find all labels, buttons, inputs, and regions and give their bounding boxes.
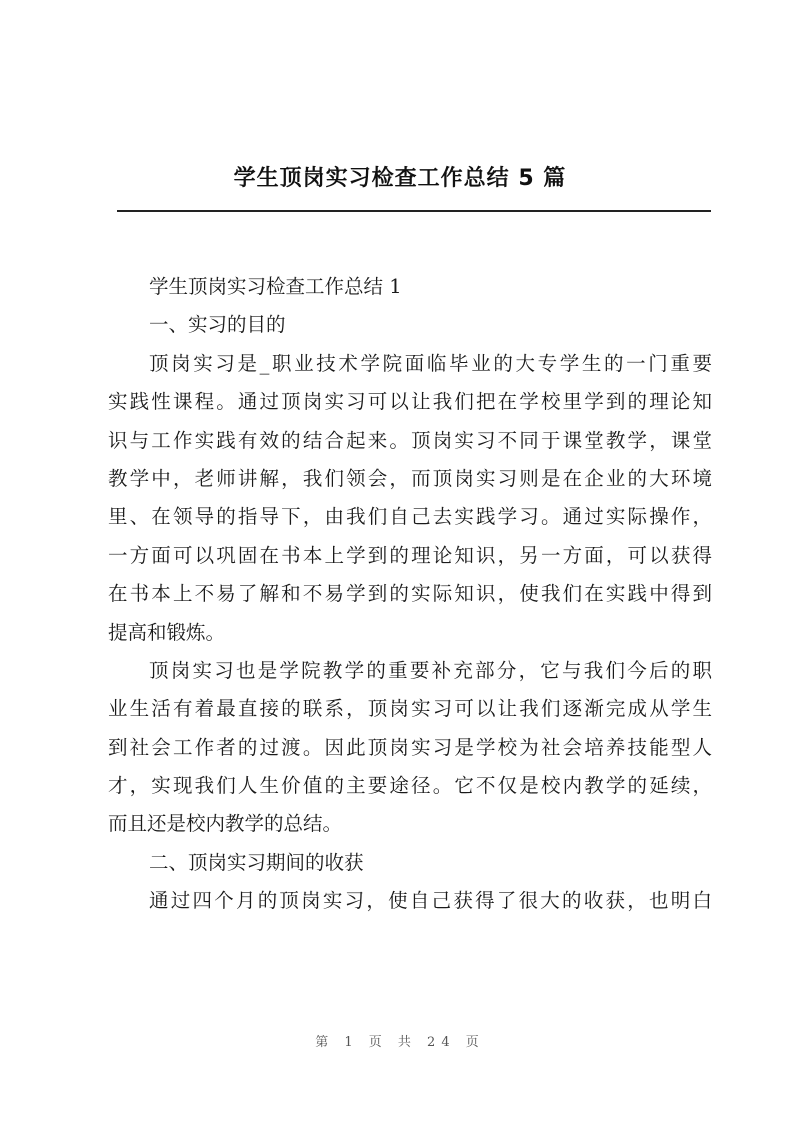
paragraph-line: 教学中，老师讲解，我们领会，而顶岗实习则是在企业的大环境 xyxy=(108,466,712,490)
page-number-footer: 第 1 页 共 24 页 xyxy=(315,1035,485,1050)
paragraph-line: 提高和锻炼。 xyxy=(108,620,226,644)
paragraph-line: 顶岗实习是_职业技术学院面临毕业的大专学生的一门重要 xyxy=(149,351,712,375)
subsection-heading: 一、实习的目的 xyxy=(149,313,286,337)
document-body xyxy=(108,268,712,921)
paragraph-line: 识与工作实践有效的结合起来。顶岗实习不同于课堂教学，课堂 xyxy=(108,428,712,452)
document-title: 学生顶岗实习检查工作总结 5 篇 xyxy=(233,166,567,191)
section-heading: 学生顶岗实习检查工作总结 1 xyxy=(149,275,402,298)
paragraph-line: 在书本上不易了解和不易学到的实际知识，使我们在实践中得到 xyxy=(108,582,712,606)
paragraph-line: 业生活有着最直接的联系，顶岗实习可以让我们逐渐完成从学生 xyxy=(108,697,712,721)
paragraph-line: 而且还是校内教学的总结。 xyxy=(108,812,343,836)
subsection-heading: 二、顶岗实习期间的收获 xyxy=(149,850,364,874)
paragraph-line: 顶岗实习也是学院教学的重要补充部分，它与我们今后的职 xyxy=(149,658,712,682)
paragraph-line: 里、在领导的指导下，由我们自己去实践学习。通过实际操作， xyxy=(108,505,712,529)
title-divider xyxy=(117,210,711,212)
paragraph-line: 一方面可以巩固在书本上学到的理论知识，另一方面，可以获得 xyxy=(108,543,712,567)
paragraph-line: 到社会工作者的过渡。因此顶岗实习是学校为社会培养技能型人 xyxy=(108,735,712,759)
paragraph-line: 通过四个月的顶岗实习，使自己获得了很大的收获，也明白 xyxy=(149,889,712,913)
paragraph-line: 实践性课程。通过顶岗实习可以让我们把在学校里学到的理论知 xyxy=(108,390,712,414)
paragraph-line: 才，实现我们人生价值的主要途径。它不仅是校内教学的延续， xyxy=(108,774,712,798)
